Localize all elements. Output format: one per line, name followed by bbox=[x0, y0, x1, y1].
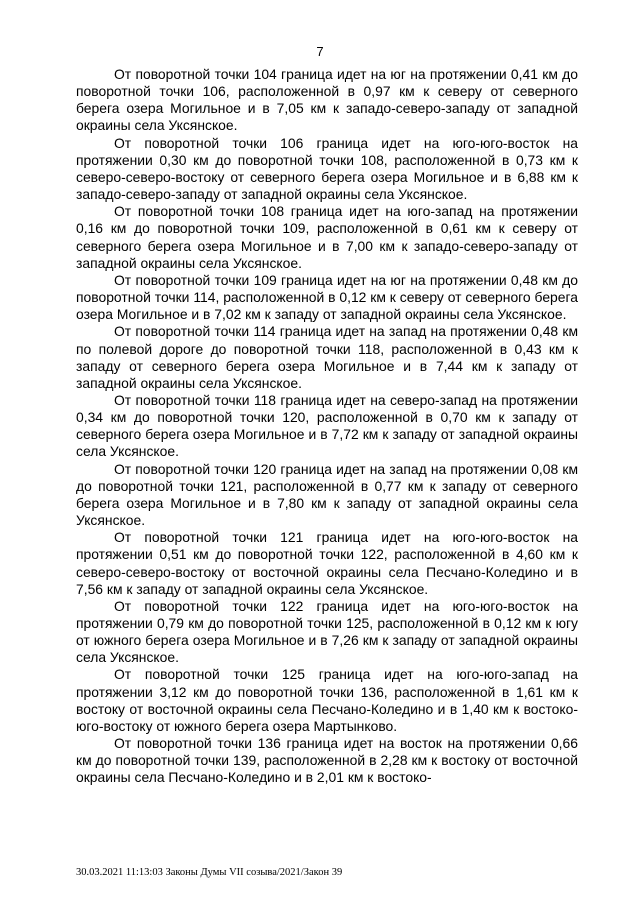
paragraph: От поворотной точки 114 граница идет на запад на протяжении 0,48 км по полевой дороге до поворотной точки 118, расположенной в 0,43 км к западу от северного берега озера Могильное и в 7,44 км к западу от западной окраины села Уксянское. bbox=[76, 323, 578, 391]
document-body bbox=[76, 66, 578, 787]
paragraph: От поворотной точки 125 граница идет на юго-юго-запад на протяжении 3,12 км до поворотной точки 136, расположенной в 1,61 км к востоку от восточной окраины села Песчано-Коледино и в 1,40 км к востоко-юго-востоку от южного берега озера Мартынково. bbox=[76, 666, 578, 734]
paragraph: От поворотной точки 136 граница идет на восток на протяжении 0,66 км до поворотной точки 139, расположенной в 2,28 км к востоку от восточной окраины села Песчано-Коледино и в 2,01 км к востоко- bbox=[76, 735, 578, 786]
paragraph: От поворотной точки 108 граница идет на юго-запад на протяжении 0,16 км до поворотной точки 109, расположенной в 0,61 км к северу от северного берега озера Могильное и в 7,00 км к западо-северо-западу от западной окраины села Уксянское. bbox=[76, 203, 578, 271]
paragraph: От поворотной точки 106 граница идет на юго-юго-восток на протяжении 0,30 км до поворотной точки 108, расположенной в 0,73 км к северо-северо-востоку от северного берега озера Могильное и в 6,88 км к западо-северо-западу от западной окраины села Уксянское. bbox=[76, 134, 578, 203]
document-footer: 30.03.2021 11:13:03 Законы Думы VII созыва/2021/Закон 39 bbox=[76, 867, 343, 878]
page-number: 7 bbox=[316, 44, 324, 59]
paragraph: От поворотной точки 120 граница идет на запад на протяжении 0,08 км до поворотной точки 121, расположенной в 0,77 км к западу от северного берега озера Могильное и в 7,80 км к западу от западной окраины села Уксянское. bbox=[76, 460, 578, 529]
paragraph: От поворотной точки 122 граница идет на юго-юго-восток на протяжении 0,79 км до поворотной точки 125, расположенной в 0,12 км к югу от южного берега озера Могильное и в 7,26 км к западу от западной окраины села Уксянское. bbox=[76, 597, 578, 666]
paragraph: От поворотной точки 109 граница идет на юг на протяжении 0,48 км до поворотной точки 114, расположенной в 0,12 км к северу от северного берега озера Могильное и в 7,02 км к западу от западной окраины села Уксянское. bbox=[76, 271, 578, 323]
paragraph: От поворотной точки 118 граница идет на северо-запад на протяжении 0,34 км до поворотной точки 120, расположенной в 0,70 км к западу от северного берега озера Могильное и в 7,72 км к западу от западной окраины села Уксянское. bbox=[76, 391, 578, 460]
paragraph: От поворотной точки 104 граница идет на юг на протяжении 0,41 км до поворотной точки 106, расположенной в 0,97 км к северу от северного берега озера Могильное и в 7,05 км к западо-северо-западу от западной окраины села Уксянское. bbox=[76, 66, 578, 134]
paragraph: От поворотной точки 121 граница идет на юго-юго-восток на протяжении 0,51 км до поворотной точки 122, расположенной в 4,60 км к северо-северо-востоку от восточной окраины села Песчано-Коледино и в 7,56 км к западу от западной окраины села Уксянское. bbox=[76, 529, 578, 597]
